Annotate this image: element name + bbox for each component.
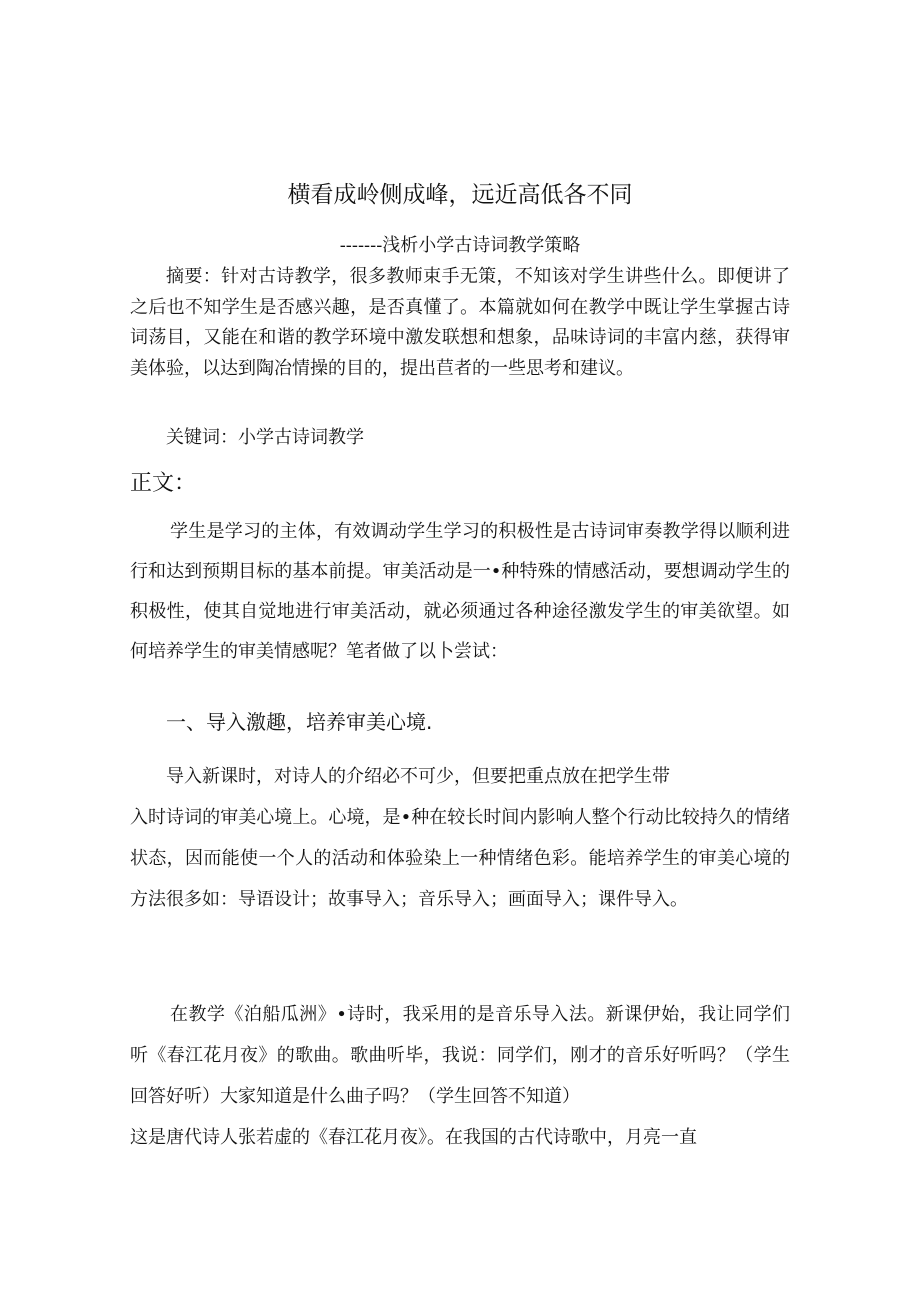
paragraph-3-text: 在教学《泊船瓜洲》•诗时，我采用的是音乐导入法。新课伊始，我让同学们听《春江花月夜》的歌曲。歌曲听毕，我说：同学们，刚才的音乐好听吗？（学生回答好听）大家知道是什么曲子吗？（学生回答不知道） — [130, 1004, 790, 1107]
paragraph-3-last-line: 这是唐代诗人张若虚的《春江花月夜》。在我国的古代诗歌中，月亮一直 — [130, 1127, 697, 1148]
document-subtitle: -------浅析小学古诗词教学策略 — [339, 235, 581, 256]
document-title: 横看成岭侧成峰，远近高低各不同 — [287, 182, 633, 208]
paragraph-2-remaining: 入时诗词的审美心境上。心境，是•种在较长时间内影响人整个行动比较持久的情绪状态，因而能使一个人的活动和体验染上一种情绪色彩。能培养学生的审美心境的方法很多如：导语设计；故事导入；音乐导入；画面导入；课件导入。 — [130, 807, 790, 910]
abstract-paragraph: 摘要：针对古诗教学，很多教师束手无策，不知该对学生讲些什么。即便讲了之后也不知学生是否感兴趣，是否真懂了。本篇就如何在教学中既让学生掌握古诗词荡目，又能在和谐的教学环境中激发联想和想象，品味诗词的丰富内慈，获得审美体验，以达到陶冶情操的目的，提出苣者的一些思考和建议。 — [130, 266, 790, 379]
body-paragraph-1: 学生是学习的主体，有效调动学生学习的积极性是古诗词审奏教学得以顺利进行和达到预期目标的基本前提。审美活动是一•种特殊的情感活动，要想调动学生的积极性，使其自觉地进行审美活动，就必须通过各种途径激发学生的审美欲望。如何培养学生的审美情感呢？笔者做了以卜尝试： — [130, 521, 790, 662]
body-heading: 正文： — [130, 471, 197, 496]
body-paragraph-3 — [130, 994, 790, 1158]
keywords-line: 关键词：小学古诗词教学 — [166, 427, 364, 448]
paragraph-2-first-line: 导入新课时，对诗人的介绍必不可少，但要把重点放在把学生带 — [166, 766, 670, 787]
body-paragraph-2 — [130, 756, 790, 920]
section-heading-1: 一、导入激趣，培养审美心境. — [166, 710, 433, 734]
